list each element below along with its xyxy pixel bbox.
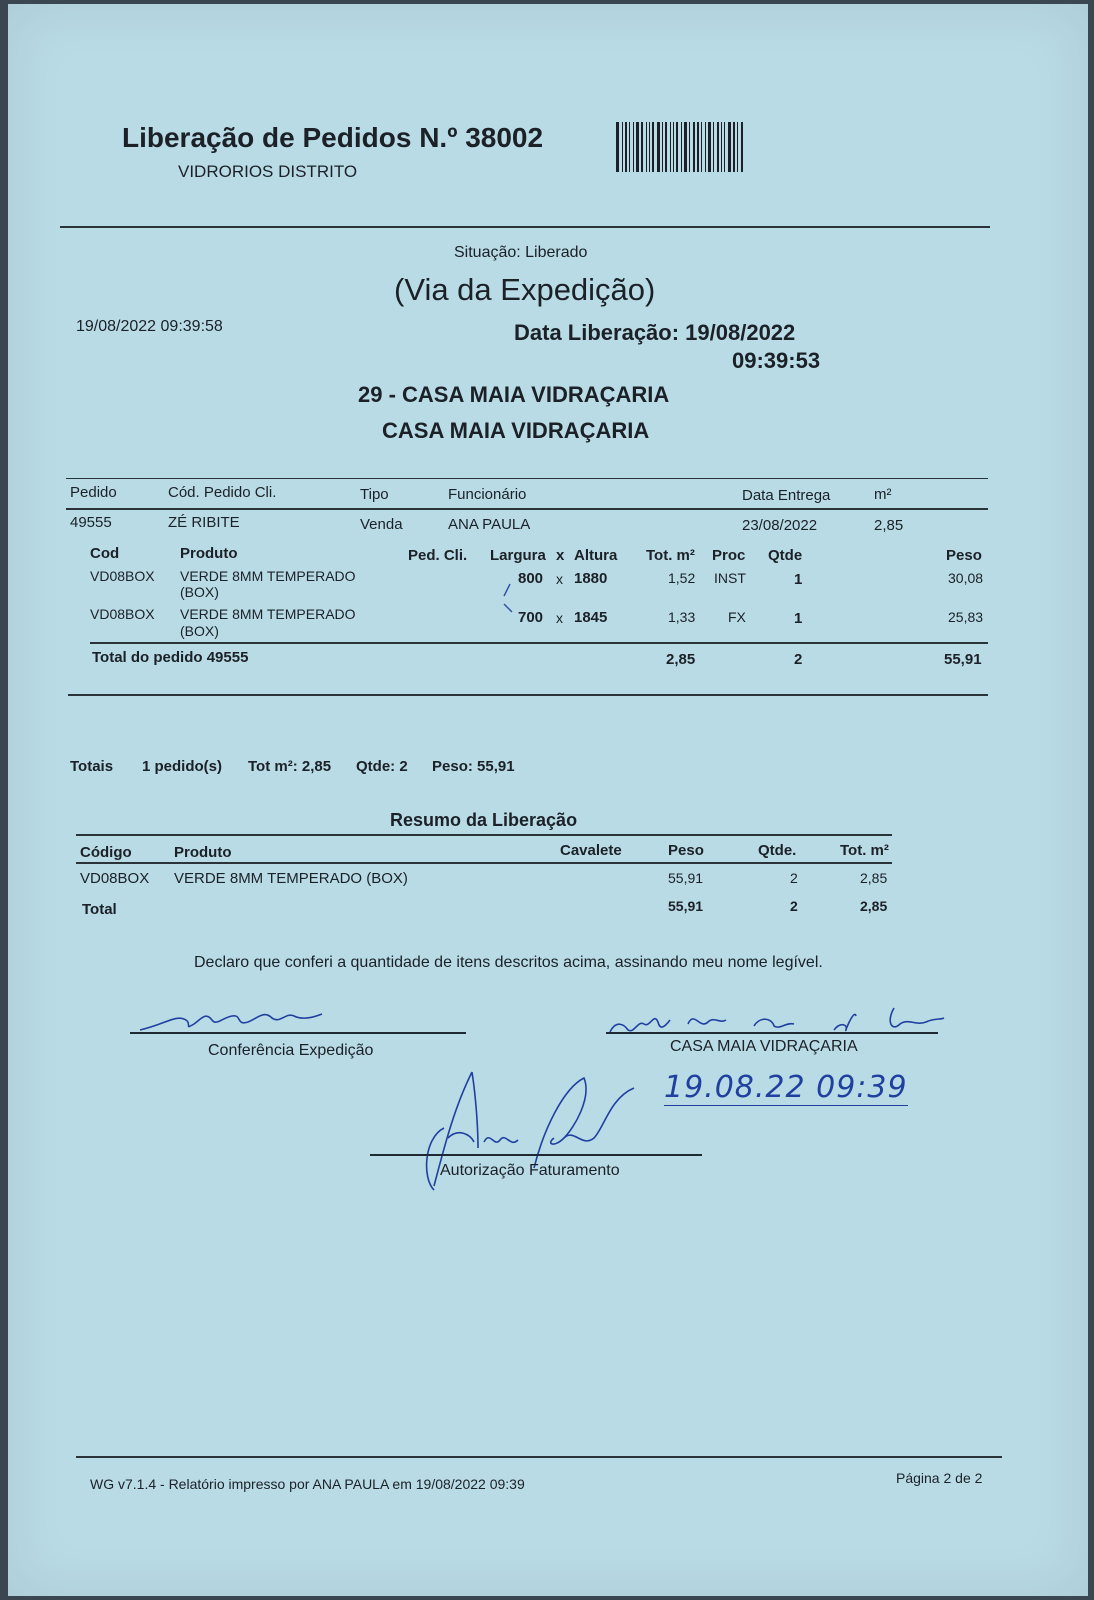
item-altura: 1880 xyxy=(574,570,608,587)
items-col-ped-cli: Ped. Cli. xyxy=(408,547,468,564)
item-altura: 1845 xyxy=(574,609,608,626)
items-col-x: x xyxy=(556,547,565,564)
items-col-altura: Altura xyxy=(574,547,618,564)
totals-m2: Tot m²: 2,85 xyxy=(248,758,332,775)
client-code-name: 29 - CASA MAIA VIDRAÇARIA xyxy=(358,382,670,407)
barcode-bar xyxy=(625,122,627,172)
footer-printed-by: WG v7.1.4 - Relatório impresso por ANA PAULA em 19/08/2022 09:39 xyxy=(90,1476,525,1492)
barcode-bar xyxy=(670,122,671,172)
item-peso: 25,83 xyxy=(948,609,984,625)
barcode-bar xyxy=(681,122,682,172)
signature-autorizacao xyxy=(414,1068,644,1203)
print-datetime: 19/08/2022 09:39:58 xyxy=(76,318,223,335)
company-name: VIDRORIOS DISTRITO xyxy=(178,162,358,181)
resumo-col-peso: Peso xyxy=(668,842,704,859)
pen-check-mark xyxy=(500,582,520,623)
barcode-bar xyxy=(689,122,690,172)
resumo-total-peso: 55,91 xyxy=(668,898,704,914)
order-section-end-line xyxy=(68,694,988,696)
declaration-text: Declaro que conferi a quantidade de itens descritos acima, assinando meu nome legível. xyxy=(194,954,823,971)
status-text: Situação: Liberado xyxy=(454,244,588,261)
barcode-bar xyxy=(701,122,702,172)
col-cod-pedido-cli: Cód. Pedido Cli. xyxy=(168,484,277,501)
client-name: CASA MAIA VIDRAÇARIA xyxy=(382,418,650,443)
barcode-bar xyxy=(629,122,630,172)
item-qtde: 1 xyxy=(794,571,803,588)
item-proc: FX xyxy=(728,609,746,625)
item-produto: VERDE 8MM TEMPERADO xyxy=(180,606,356,622)
funcionario-value: ANA PAULA xyxy=(448,516,531,533)
item-qtde: 1 xyxy=(794,610,803,627)
barcode-bar xyxy=(636,122,639,172)
item-cod: VD08BOX xyxy=(90,606,155,622)
barcode-bar xyxy=(705,122,706,172)
barcode-bar xyxy=(724,122,725,172)
document-title: Liberação de Pedidos N.º 38002 xyxy=(122,122,544,153)
barcode-bar xyxy=(662,122,663,172)
item-tot-m2: 1,52 xyxy=(668,570,696,586)
barcode-bar xyxy=(646,122,647,172)
items-col-qtde: Qtde xyxy=(768,547,803,564)
order-header-top-line xyxy=(66,478,988,479)
barcode-bar xyxy=(713,122,714,172)
barcode-bar xyxy=(622,122,623,172)
col-m2: m² xyxy=(874,486,892,503)
items-col-produto: Produto xyxy=(180,545,238,562)
barcode-bar xyxy=(708,122,711,172)
order-total-m2: 2,85 xyxy=(666,651,696,668)
footer-page-number: Página 2 de 2 xyxy=(896,1470,983,1486)
resumo-header-line xyxy=(76,862,892,864)
item-produto-sub: (BOX) xyxy=(180,584,219,600)
totals-qtde: Qtde: 2 xyxy=(356,758,408,775)
resumo-total-qtde: 2 xyxy=(790,898,798,914)
barcode-bar xyxy=(693,122,695,172)
barcode-bar xyxy=(728,122,731,172)
totals-peso: Peso: 55,91 xyxy=(432,758,515,775)
resumo-tot-m2: 2,85 xyxy=(860,870,888,886)
barcode-bar xyxy=(717,122,719,172)
items-col-largura: Largura xyxy=(490,547,546,564)
col-data-entrega: Data Entrega xyxy=(742,487,831,504)
resumo-col-tot-m2: Tot. m² xyxy=(840,842,889,859)
resumo-codigo: VD08BOX xyxy=(80,870,150,887)
via-label: (Via da Expedição) xyxy=(394,272,656,307)
cliente-label: CASA MAIA VIDRAÇARIA xyxy=(670,1038,858,1055)
resumo-peso: 55,91 xyxy=(668,870,704,886)
pedido-number: 49555 xyxy=(70,514,112,531)
resumo-col-produto: Produto xyxy=(174,844,232,861)
resumo-total-m2: 2,85 xyxy=(860,898,888,914)
resumo-total-label: Total xyxy=(82,901,117,918)
m2-value: 2,85 xyxy=(874,517,904,534)
item-proc: INST xyxy=(714,570,746,586)
item-tot-m2: 1,33 xyxy=(668,609,696,625)
item-cod: VD08BOX xyxy=(90,568,155,584)
barcode-bar xyxy=(673,122,674,172)
order-total-label: Total do pedido 49555 xyxy=(92,649,249,666)
barcode-bar xyxy=(616,122,619,172)
item-peso: 30,08 xyxy=(948,570,984,586)
data-entrega-value: 23/08/2022 xyxy=(742,517,818,534)
conferencia-line xyxy=(130,1032,466,1034)
tipo-value: Venda xyxy=(360,516,403,533)
order-header-bottom-line xyxy=(66,508,988,510)
barcode-bar xyxy=(633,122,634,172)
barcode-bar xyxy=(665,122,667,172)
resumo-top-line xyxy=(76,834,892,836)
autorizacao-line xyxy=(370,1154,702,1156)
resumo-qtde: 2 xyxy=(790,870,798,886)
col-tipo: Tipo xyxy=(360,486,389,503)
item-produto-sub: (BOX) xyxy=(180,623,219,639)
resumo-col-qtde: Qtde. xyxy=(758,842,797,859)
items-col-proc: Proc xyxy=(712,547,746,564)
barcode-bar xyxy=(741,122,743,172)
cod-pedido-cli: ZÉ RIBITE xyxy=(168,514,240,531)
order-total-line xyxy=(90,642,988,644)
resumo-col-cavalete: Cavalete xyxy=(560,842,622,859)
item-produto: VERDE 8MM TEMPERADO xyxy=(180,568,356,584)
resumo-produto: VERDE 8MM TEMPERADO (BOX) xyxy=(174,870,408,887)
document-page xyxy=(8,4,1088,1596)
item-largura: 800 xyxy=(518,570,544,587)
footer-line xyxy=(76,1456,1002,1458)
barcode-bar xyxy=(733,122,735,172)
cliente-line xyxy=(606,1032,938,1034)
barcode-bar xyxy=(649,122,650,172)
col-pedido: Pedido xyxy=(70,484,117,501)
header-divider xyxy=(60,226,990,228)
totals-pedidos: 1 pedido(s) xyxy=(142,758,223,775)
barcode-bar xyxy=(657,122,660,172)
col-funcionario: Funcionário xyxy=(448,486,527,503)
handwritten-date: 19.08.22 09:39 xyxy=(664,1070,908,1105)
resumo-col-codigo: Código xyxy=(80,844,132,861)
totals-label: Totais xyxy=(70,758,114,775)
conferencia-label: Conferência Expedição xyxy=(208,1042,374,1059)
barcode-bar xyxy=(721,122,722,172)
barcode xyxy=(616,122,782,172)
barcode-bar xyxy=(641,122,643,172)
items-col-tot-m2: Tot. m² xyxy=(646,547,695,564)
barcode-bar xyxy=(684,122,687,172)
item-x: x xyxy=(556,610,563,626)
order-total-qtde: 2 xyxy=(794,651,803,668)
barcode-bar xyxy=(652,122,654,172)
items-col-peso: Peso xyxy=(946,547,982,564)
item-largura: 700 xyxy=(518,609,544,626)
signature-conferencia xyxy=(136,1000,326,1041)
resumo-title: Resumo da Liberação xyxy=(390,810,578,830)
autorizacao-label: Autorização Faturamento xyxy=(440,1162,620,1179)
items-col-cod: Cod xyxy=(90,545,120,562)
barcode-bar xyxy=(676,122,678,172)
order-total-peso: 55,91 xyxy=(944,651,982,668)
barcode-bar xyxy=(737,122,738,172)
liberacao-date: Data Liberação: 19/08/2022 xyxy=(514,320,796,345)
item-x: x xyxy=(556,571,563,587)
barcode-bar xyxy=(697,122,699,172)
liberacao-time: 09:39:53 xyxy=(732,348,821,373)
